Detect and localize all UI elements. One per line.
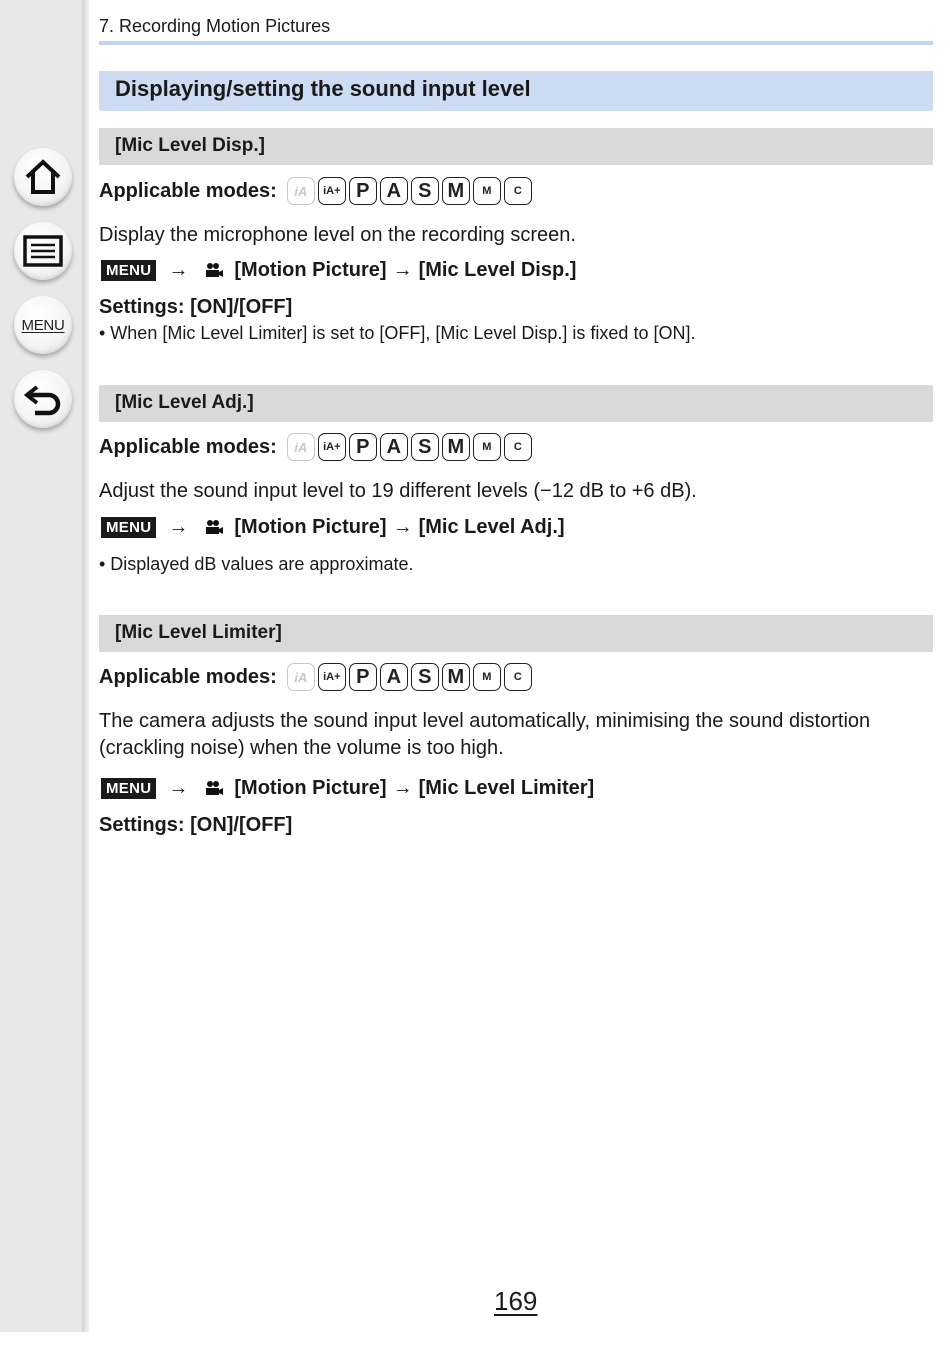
mode-creative-video-icon: M [473,177,501,205]
mode-p-icon: P [349,663,377,691]
mode-ia-icon: iA [287,177,315,205]
mode-creative-control-icon: C [504,177,532,205]
mode-creative-video-icon: M [473,663,501,691]
home-button[interactable] [14,148,72,206]
applicable-modes [99,662,535,692]
arrow: → [392,515,413,538]
motion-picture-icon [204,519,224,535]
mode-a-icon: A [380,433,408,461]
page-number: 169 [494,1286,538,1316]
mode-ia-icon: iA [287,433,315,461]
applicable-modes [99,432,535,462]
settings-limiter: Settings: [ON]/[OFF] [99,814,293,836]
mode-creative-video-icon: M [473,433,501,461]
modes-label: Applicable modes: [99,179,277,202]
heading-mic-level-adj: [Mic Level Adj.] [99,385,933,422]
settings-disp: Settings: [ON]/[OFF] [99,296,293,318]
heading-mic-level-disp: [Mic Level Disp.] [99,128,933,165]
mode-creative-control-icon: C [504,663,532,691]
menu-badge: MENU [101,517,156,538]
description-limiter: The camera adjusts the sound input level automatically, minimising the sound distortion (crackling noise) when the volume is too high. [99,710,871,759]
target-limiter: [Mic Level Limiter] [418,776,595,799]
header-rule [99,41,933,45]
list-icon [23,235,63,267]
mode-p-icon: P [349,433,377,461]
mode-p-icon: P [349,177,377,205]
menu-path-disp [101,257,576,283]
menu-button[interactable] [14,296,72,354]
return-icon [23,382,63,416]
mode-m-icon: M [442,663,470,691]
motion-picture-icon [204,780,224,796]
motion-picture-label: [Motion Picture] [234,776,387,799]
note-disp: • When [Mic Level Limiter] is set to [OFF], [Mic Level Disp.] is fixed to [ON]. [99,323,696,343]
mode-s-icon: S [411,663,439,691]
menu-path-limiter [101,775,594,801]
modes-label: Applicable modes: [99,435,277,458]
mode-ia-icon: iA [287,663,315,691]
note-adj: • Displayed dB values are approximate. [99,554,414,574]
menu-badge: MENU [101,778,156,799]
mode-creative-control-icon: C [504,433,532,461]
menu-badge: MENU [101,260,156,281]
arrow: → [168,258,189,281]
mode-a-icon: A [380,663,408,691]
mode-ia-plus-icon: iA+ [318,177,346,205]
target-disp: [Mic Level Disp.] [418,258,577,281]
mode-m-icon: M [442,433,470,461]
menu-path-adj [101,514,565,540]
mode-s-icon: S [411,177,439,205]
section-title: Displaying/setting the sound input level [99,71,933,111]
mode-s-icon: S [411,433,439,461]
motion-picture-label: [Motion Picture] [234,258,387,281]
mode-m-icon: M [442,177,470,205]
mode-ia-plus-icon: iA+ [318,433,346,461]
description-disp: Display the microphone level on the recording screen. [99,224,576,246]
description-adj: Adjust the sound input level to 19 different levels (−12 dB to +6 dB). [99,480,697,502]
heading-mic-level-limiter: [Mic Level Limiter] [99,615,933,652]
sidebar-shadow [82,0,89,1332]
arrow: → [168,776,189,799]
back-button[interactable] [14,370,72,428]
menu-label: MENU [21,316,65,334]
mode-ia-plus-icon: iA+ [318,663,346,691]
arrow: → [392,258,413,281]
chapter-title: 7. Recording Motion Pictures [99,16,331,36]
motion-picture-icon [204,262,224,278]
contents-button[interactable] [14,222,72,280]
arrow: → [168,515,189,538]
applicable-modes [99,176,535,206]
home-icon [23,157,63,197]
modes-label: Applicable modes: [99,665,277,688]
motion-picture-label: [Motion Picture] [234,515,387,538]
target-adj: [Mic Level Adj.] [418,515,565,538]
mode-a-icon: A [380,177,408,205]
arrow: → [392,776,413,799]
